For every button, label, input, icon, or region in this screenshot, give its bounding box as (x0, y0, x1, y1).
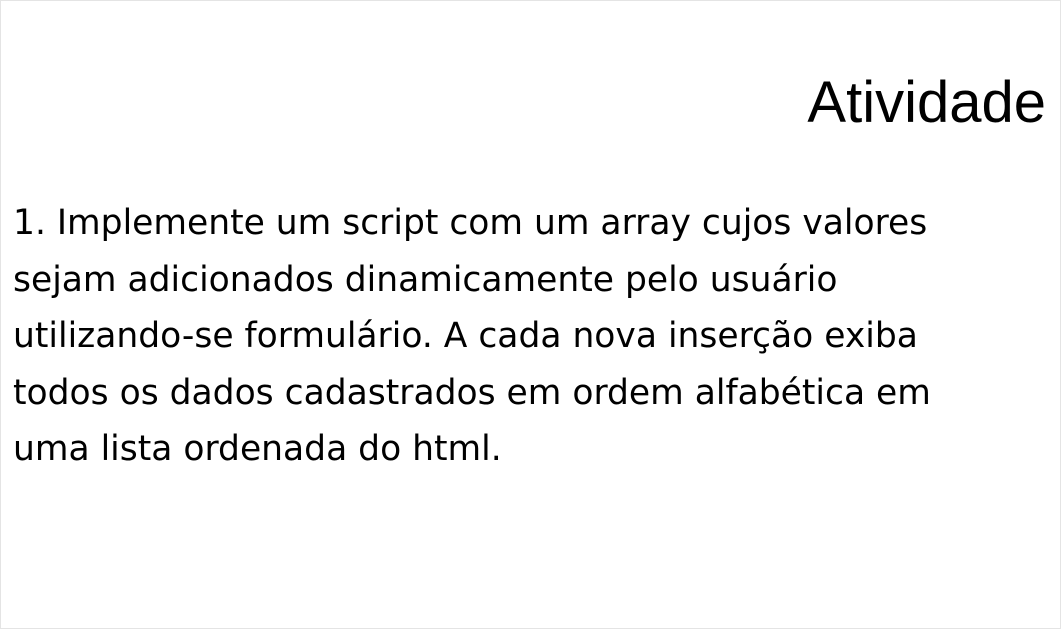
instruction-line: 1. Implemente um script com um array cujos valores (13, 203, 928, 243)
instruction-line: utilizando-se formulário. A cada nova inserção exiba (13, 316, 918, 356)
instruction-line: todos os dados cadastrados em ordem alfabética em (13, 372, 931, 413)
slide-title: Atividade (807, 70, 1046, 135)
activity-instructions (13, 195, 1053, 478)
instruction-line: uma lista ordenada do html. (13, 429, 502, 469)
instruction-line: sejam adicionados dinamicamente pelo usuário (13, 259, 838, 300)
